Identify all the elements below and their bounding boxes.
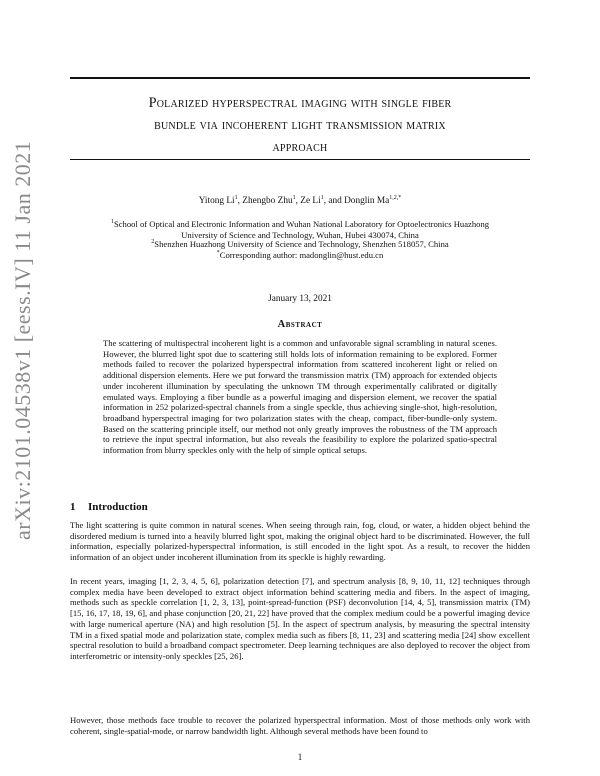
author-separator: , and xyxy=(323,196,345,206)
author-separator: , xyxy=(295,196,301,206)
author-name: Donglin Ma xyxy=(344,196,390,206)
corresponding-author xyxy=(70,250,530,261)
arxiv-identifier: arXiv:2101.04538v1 [eess.IV] 11 Jan 2021 xyxy=(10,140,35,540)
author-name: Ze Li xyxy=(300,196,321,206)
section-title: Introduction xyxy=(88,501,148,513)
corresponding-email: Corresponding author: madonglin@hust.edu.cn xyxy=(219,250,384,260)
paragraph-1: The light scattering is quite common in natural scenes. When seeing through rain, fog, cloud, or water, a hidden object behind the disordered medium is turned into a heavily blurred light spot, making the original object hard to be discriminated. However, the full information, especially polarized-hyperspectral information, is still encoded in the light spot. As a result, to recover the hidden information of an object under incoherent illumination from its speckle is highly rewarding. xyxy=(70,520,530,563)
author-affil-mark: 1 xyxy=(292,194,296,201)
affil-mark: 2 xyxy=(151,239,155,246)
affiliation-2 xyxy=(70,239,530,250)
author-affil-mark: 1 xyxy=(234,194,238,201)
paper-title xyxy=(70,92,530,158)
title-top-rule xyxy=(70,77,530,79)
title-line-2: bundle via incoherent light transmission matrix xyxy=(154,117,446,133)
author-name: Zhengbo Zhu xyxy=(242,196,293,206)
page-number: 1 xyxy=(297,752,303,762)
section-number: 1 xyxy=(70,501,76,513)
affil-mark: * xyxy=(216,250,220,257)
affil-text: Shenzhen Huazhong University of Science and Technology, Shenzhen 518057, China xyxy=(154,239,449,249)
affiliation-1 xyxy=(70,219,530,241)
title-bottom-rule xyxy=(70,159,530,160)
paragraph-3: However, those methods face trouble to recover the polarized hyperspectral information. Most of those methods only work with coherent, single-spatial-mode, or narrow bandwidth light. Although several methods have been found to xyxy=(70,715,530,736)
affil-text: School of Optical and Electronic Information and Wuhan National Laboratory for Optoelectronics Huazhong xyxy=(113,219,490,229)
author-affil-mark: 1,2,* xyxy=(389,194,402,201)
abstract-heading: Abstract xyxy=(277,319,323,330)
author-separator: , xyxy=(237,196,243,206)
publication-date: January 13, 2021 xyxy=(268,294,332,304)
title-line-1: Polarized hyperspectral imaging with single fiber xyxy=(148,95,452,111)
abstract-text: The scattering of multispectral incoherent light is a common and unfavorable signal scrambling in natural scenes. However, the blurred light spot due to scattering still holds lots of information remaining to be explored. Former methods failed to recover the polarized hyperspectral information from scattered incoherent light or relied on additional dispersion elements. Here we put forward the transmission matrix (TM) approach for extended objects under incoherent illumination by speculating the unknown TM through experimentally calibrated or digitally emulated ways. Employing a fiber bundle as a powerful imaging and dispersion element, we recover the spatial information in 252 polarized-spectral channels from a single speckle, thus achieving single-shot, high-resolution, broadband hyperspectral imaging for two polarization states with the cheap, compact, fiber-bundle-only system. Based on the scattering principle itself, our method not only greatly improves the robustness of the TM approach to retrieve the input spectral information, but also reveals the feasibility to explore the polarized spatio-spectral information from blurry speckles only with the help of simple optical setups. xyxy=(103,338,497,456)
affil-mark: 1 xyxy=(110,219,114,226)
author-list xyxy=(70,196,530,206)
author-affil-mark: 1 xyxy=(320,194,324,201)
paragraph-2: In recent years, imaging [1, 2, 3, 4, 5, 6], polarization detection [7], and spectrum analysis [8, 9, 10, 11, 12] techniques through complex media have been developed to extract object information behind scattering media and fibers. In the aspect of imaging, methods such as speckle correlation [1, 2, 3, 13], point-spread-function (PSF) deconvolution [14, 4, 5], transmission matrix (TM) [15, 16, 17, 18, 19, 6], and phase conjunction [20, 21, 22] have proved that the complex medium could be a powerful imaging device with large numerical aperture (NA) and high resolution [5]. In the aspect of spectrum analysis, by measuring the spectral intensity TM in a fixed spatial mode and polarization state, complex media such as fibers [8, 11, 23] and scattering media [24] show excellent spectral resolution to build a broadband compact spectrometer. Deep learning techniques are also deployed to recover the object from interferometric or intensity-only speckles [25, 26]. xyxy=(70,576,530,661)
affil-text: University of Science and Technology, Wuhan, Hubei 430074, China xyxy=(181,230,419,240)
section-heading-introduction xyxy=(70,501,148,513)
author-name: Yitong Li xyxy=(198,196,235,206)
title-line-3: approach xyxy=(272,139,328,155)
